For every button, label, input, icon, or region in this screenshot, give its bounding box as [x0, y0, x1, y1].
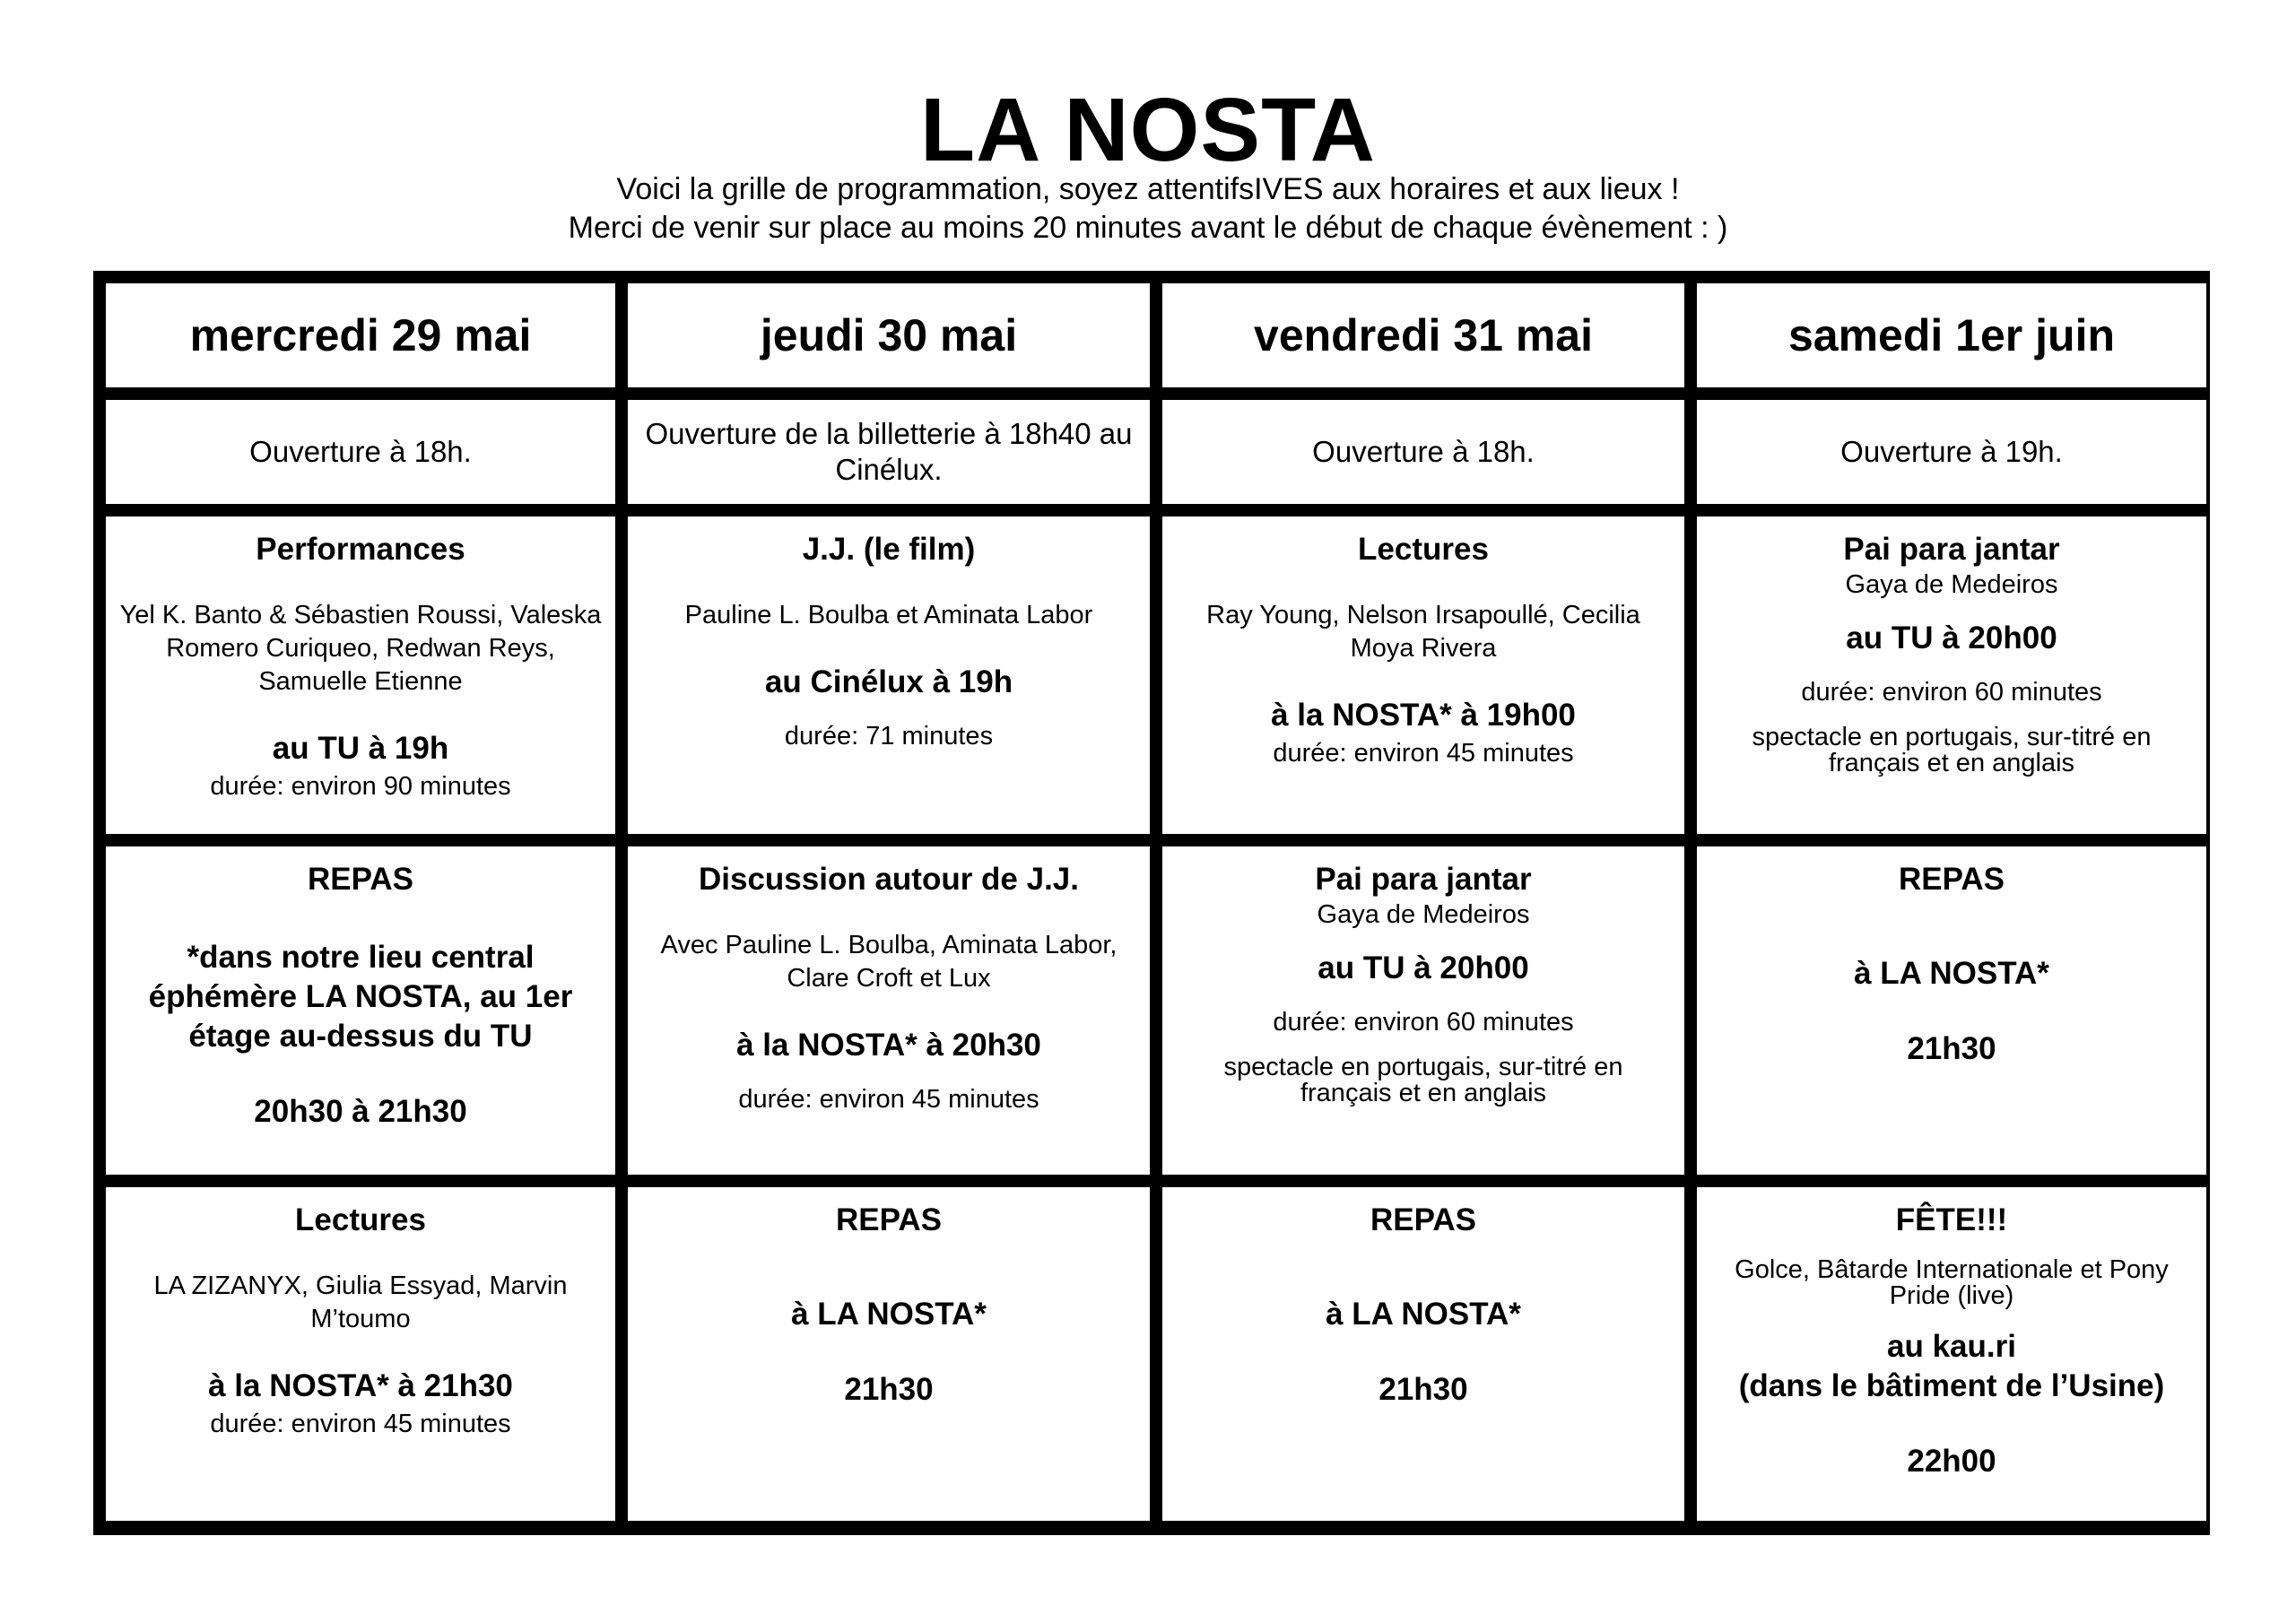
event-place: au TU à 20h00 [1318, 950, 1529, 985]
event-note: spectacle en portugais, sur-titré en français et en anglais [1752, 723, 2152, 777]
opening-text: Ouverture à 18h. [1312, 435, 1535, 468]
event-wed-lectures [106, 1187, 615, 1521]
event-time: 20h30 à 21h30 [254, 1094, 467, 1129]
event-duration: durée: environ 60 minutes [1801, 678, 2102, 707]
event-fri-lectures [1162, 516, 1684, 834]
event-place: à la NOSTA* à 21h30 [208, 1368, 513, 1403]
event-note: *dans notre lieu central éphémère LA NOSTA, au 1er étage au-dessus du TU [148, 940, 573, 1054]
schedule-grid [93, 271, 2210, 1535]
event-duration: durée: environ 45 minutes [738, 1085, 1039, 1114]
event-title: FÊTE!!! [1895, 1202, 2008, 1237]
day-header-saturday: samedi 1er juin [1697, 283, 2206, 387]
opening-friday [1162, 400, 1684, 504]
event-note: spectacle en portugais, sur-titré en français et en anglais [1223, 1053, 1623, 1107]
event-title: Discussion autour de J.J. [699, 862, 1079, 897]
event-sat-fete [1697, 1187, 2206, 1521]
event-duration: durée: environ 90 minutes [210, 772, 511, 801]
event-place: au TU à 20h00 [1846, 621, 2057, 655]
event-title: Pai para jantar [1843, 532, 2060, 567]
event-title: Pai para jantar [1315, 862, 1532, 897]
event-wed-performances [106, 516, 615, 834]
event-people: Golce, Bâtarde Internationale et Pony Pride (live) [1735, 1255, 2169, 1310]
event-people: Ray Young, Nelson Irsapoullé, Cecilia Moya Rivera [1206, 601, 1640, 663]
event-subtitle: Gaya de Medeiros [1317, 900, 1530, 929]
day-header-friday: vendredi 31 mai [1162, 283, 1684, 387]
opening-text: Ouverture à 19h. [1840, 435, 2063, 468]
opening-thursday [628, 400, 1150, 504]
event-place: à LA NOSTA* [1326, 1297, 1521, 1332]
event-place: à LA NOSTA* [791, 1297, 987, 1332]
event-duration: durée: environ 45 minutes [1273, 739, 1574, 768]
event-sat-repas [1697, 846, 2206, 1175]
event-fri-pai-para-jantar [1162, 846, 1684, 1175]
event-title: REPAS [836, 1202, 942, 1237]
event-title: Lectures [1358, 532, 1489, 567]
event-title: J.J. (le film) [802, 532, 976, 567]
event-place: à la NOSTA* à 20h30 [736, 1028, 1041, 1063]
page-subtitle: Voici la grille de programmation, soyez attentifsIVES aux horaires et aux lieux ! [616, 172, 1680, 206]
event-time: 21h30 [1378, 1372, 1468, 1407]
opening-saturday [1697, 400, 2206, 504]
event-place-detail: (dans le bâtiment de l’Usine) [1738, 1368, 2165, 1403]
day-header-wednesday: mercredi 29 mai [106, 283, 615, 387]
event-title: Performances [256, 532, 465, 567]
day-header-thursday: jeudi 30 mai [628, 283, 1150, 387]
event-time: 21h30 [1907, 1031, 1996, 1066]
event-thu-film [628, 516, 1150, 834]
event-time: 21h30 [844, 1372, 934, 1407]
event-place: au kau.ri [1887, 1329, 2016, 1364]
event-duration: durée: environ 45 minutes [210, 1410, 511, 1438]
event-fri-repas [1162, 1187, 1684, 1521]
event-people: LA ZIZANYX, Giulia Essyad, Marvin M’toumo [153, 1271, 568, 1333]
event-duration: durée: environ 60 minutes [1273, 1008, 1574, 1037]
event-people: Yel K. Banto & Sébastien Roussi, Valeska Romero Curiqueo, Redwan Reys, Samuelle Etienne [119, 601, 602, 696]
event-title: REPAS [308, 862, 413, 897]
opening-text: Ouverture à 18h. [249, 435, 472, 468]
event-title: Lectures [295, 1202, 426, 1237]
event-wed-repas [106, 846, 615, 1175]
event-place: au Cinélux à 19h [764, 664, 1013, 699]
event-time: 22h00 [1907, 1444, 1996, 1479]
event-thu-discussion [628, 846, 1150, 1175]
event-thu-repas [628, 1187, 1150, 1521]
event-people: Pauline L. Boulba et Aminata Labor [684, 601, 1093, 629]
event-duration: durée: 71 minutes [784, 722, 994, 751]
event-title: REPAS [1370, 1202, 1476, 1237]
page-subtitle-note: Merci de venir sur place au moins 20 minutes avant le début de chaque évènement : ) [568, 211, 1728, 245]
event-people: Avec Pauline L. Boulba, Aminata Labor, Clare Croft et Lux [660, 931, 1118, 993]
event-place: à la NOSTA* à 19h00 [1271, 698, 1576, 733]
event-sat-pai-para-jantar [1697, 516, 2206, 834]
event-title: REPAS [1899, 862, 2005, 897]
event-place: à LA NOSTA* [1854, 956, 2049, 991]
event-place: au TU à 19h [272, 731, 449, 766]
page-title: LA NOSTA [920, 80, 1376, 180]
event-subtitle: Gaya de Medeiros [1845, 570, 2058, 599]
opening-wednesday [106, 400, 615, 504]
opening-text: Ouverture de la billetterie à 18h40 au Cinélux. [645, 417, 1133, 486]
